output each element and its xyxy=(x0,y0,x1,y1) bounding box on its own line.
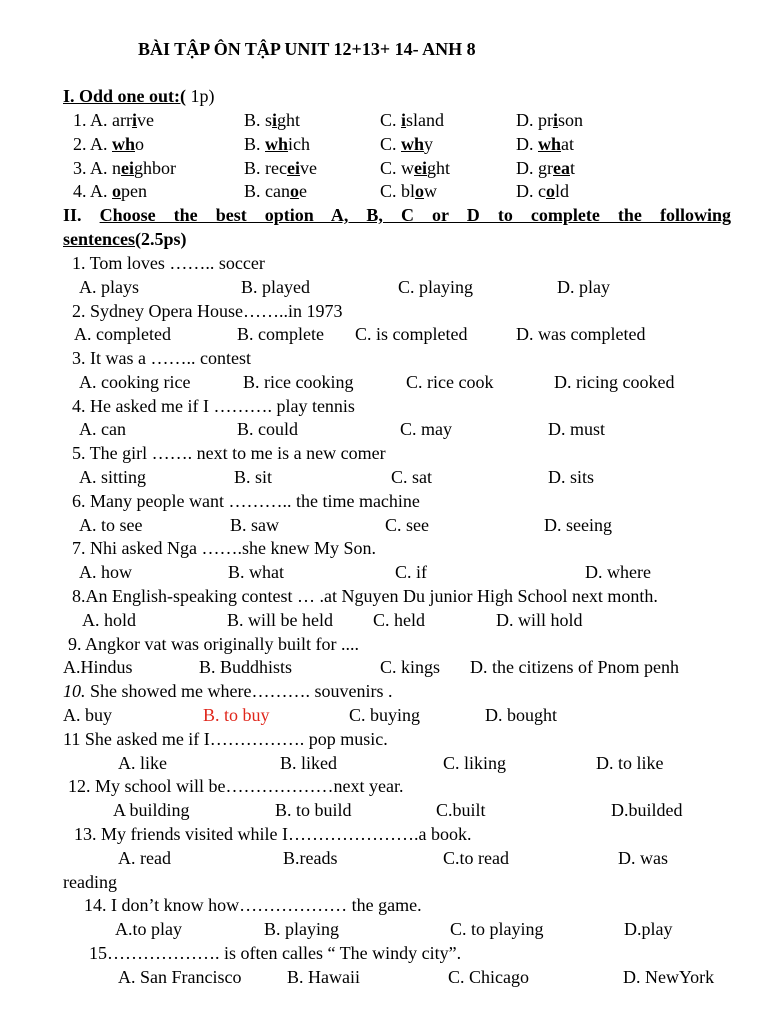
q4-option-c[interactable]: C. may xyxy=(400,419,452,439)
q15-option-c[interactable]: C. Chicago xyxy=(448,967,529,987)
word-part: ve xyxy=(137,110,154,130)
word-part: son xyxy=(558,110,584,130)
word-part: ght xyxy=(277,110,301,130)
q6-option-a[interactable]: A. to see xyxy=(79,515,143,535)
highlighted-sound: wh xyxy=(112,134,136,154)
q6-option-d[interactable]: D. seeing xyxy=(544,515,612,535)
q10-option-b-answer[interactable]: B. to buy xyxy=(203,705,270,725)
highlighted-sound: ei xyxy=(414,158,428,178)
q9-option-a[interactable]: A.Hindus xyxy=(63,657,133,677)
q10-option-c[interactable]: C. buying xyxy=(349,705,421,725)
word-part: w xyxy=(424,181,438,201)
q13-option-c[interactable]: C.to read xyxy=(443,848,509,868)
highlighted-sound: ei xyxy=(286,158,300,178)
highlighted-sound: ea xyxy=(553,158,570,178)
q8-option-a[interactable]: A. hold xyxy=(82,610,136,630)
q6-option-b[interactable]: B. saw xyxy=(230,515,279,535)
question-13: 13. My friends visited while I………………….a book. xyxy=(74,824,472,844)
odd-row-1-option-a[interactable] xyxy=(112,109,154,131)
word-part: D. c xyxy=(516,181,546,201)
highlighted-sound: o xyxy=(546,181,555,201)
odd-row-3-option-a[interactable] xyxy=(112,157,176,179)
question-9: 9. Angkor vat was originally built for .... xyxy=(68,634,359,654)
highlighted-sound: i xyxy=(272,110,278,130)
question-15: 15………………. is often calles “ The windy city”. xyxy=(89,943,462,963)
word-part: C. w xyxy=(380,158,415,178)
odd-row-4-option-b[interactable] xyxy=(244,180,307,202)
odd-row-3-option-c[interactable] xyxy=(380,157,450,179)
word-part: sland xyxy=(406,110,445,130)
q2-option-c[interactable]: C. is completed xyxy=(355,324,468,344)
q7-option-d[interactable]: D. where xyxy=(585,562,651,582)
q2-option-d[interactable]: D. was completed xyxy=(516,324,646,344)
highlighted-sound: i xyxy=(131,110,137,130)
question-5: 5. The girl ……. next to me is a new comer xyxy=(72,443,386,463)
q8-option-d[interactable]: D. will hold xyxy=(496,610,583,630)
highlighted-sound: i xyxy=(401,110,407,130)
word-part: ld xyxy=(555,181,570,201)
section-2-label-line-2: sentences xyxy=(63,229,135,249)
q12-option-c[interactable]: C.built xyxy=(436,800,486,820)
q1-option-a[interactable]: A. plays xyxy=(79,277,139,297)
section-2-label-line-1: Choose the best option A, B, C or D to complete the following xyxy=(99,205,731,225)
word-part: D. pr xyxy=(516,110,553,130)
q11-option-d[interactable]: D. to like xyxy=(596,753,664,773)
q1-option-b[interactable]: B. played xyxy=(241,277,310,297)
section-1-heading xyxy=(63,85,215,107)
odd-row-4-number: 4. A. xyxy=(73,181,108,201)
word-part: y xyxy=(424,134,434,154)
word-part: D. gr xyxy=(516,158,553,178)
odd-row-1-option-d[interactable] xyxy=(516,109,583,131)
q14-option-b[interactable]: B. playing xyxy=(264,919,339,939)
word-part: B. rec xyxy=(244,158,287,178)
q7-option-b[interactable]: B. what xyxy=(228,562,284,582)
question-3: 3. It was a …….. contest xyxy=(72,348,251,368)
q10-option-d[interactable]: D. bought xyxy=(485,705,557,725)
q8-option-b[interactable]: B. will be held xyxy=(227,610,333,630)
question-10 xyxy=(63,680,392,702)
q10-option-a[interactable]: A. buy xyxy=(63,705,112,725)
word-part: D. xyxy=(516,134,538,154)
odd-row-1-option-c[interactable] xyxy=(380,109,444,131)
odd-row-4-option-a[interactable] xyxy=(112,180,147,202)
q3-option-b[interactable]: B. rice cooking xyxy=(243,372,354,392)
q15-option-b[interactable]: B. Hawaii xyxy=(287,967,360,987)
q11-option-a[interactable]: A. like xyxy=(118,753,167,773)
q13-option-d[interactable]: D. was xyxy=(618,848,668,868)
highlighted-sound: i xyxy=(553,110,559,130)
q13-option-a[interactable]: A. read xyxy=(118,848,171,868)
q14-option-c[interactable]: C. to playing xyxy=(450,919,544,939)
q5-option-b[interactable]: B. sit xyxy=(234,467,273,487)
q15-option-d[interactable]: D. NewYork xyxy=(623,967,715,987)
q14-option-a[interactable]: A.to play xyxy=(115,919,182,939)
odd-row-2-number: 2. A. xyxy=(73,134,108,154)
section-2-points: (2.5ps) xyxy=(134,229,187,249)
question-8: 8.An English-speaking contest … .at Nguyen Du junior High School next month. xyxy=(72,586,658,606)
q2-option-b[interactable]: B. complete xyxy=(237,324,324,344)
highlighted-sound: o xyxy=(289,181,299,201)
word-part: e xyxy=(298,181,307,201)
q1-option-d[interactable]: D. play xyxy=(557,277,610,297)
question-10-number: 10. xyxy=(63,681,86,701)
q11-option-b[interactable]: B. liked xyxy=(280,753,337,773)
word-part: C. xyxy=(380,134,402,154)
question-7: 7. Nhi asked Nga …….she knew My Son. xyxy=(72,538,376,558)
highlighted-sound: wh xyxy=(401,134,425,154)
highlighted-sound: o xyxy=(415,181,425,201)
q4-option-a[interactable]: A. can xyxy=(79,419,126,439)
word-part: o xyxy=(135,134,145,154)
q5-option-a[interactable]: A. sitting xyxy=(79,467,147,487)
question-10-text: She showed me where………. souvenirs . xyxy=(85,681,393,701)
q4-option-d[interactable]: D. must xyxy=(548,419,606,439)
q12-option-b[interactable]: B. to build xyxy=(275,800,352,820)
highlighted-sound: wh xyxy=(538,134,562,154)
q2-option-a[interactable]: A. completed xyxy=(74,324,171,344)
q4-option-b[interactable]: B. could xyxy=(237,419,298,439)
highlighted-sound: ei xyxy=(121,158,134,178)
section-2-number: II. xyxy=(63,205,100,225)
q9-option-c[interactable]: C. kings xyxy=(380,657,441,677)
q3-option-a[interactable]: A. cooking rice xyxy=(79,372,191,392)
word-part: arr xyxy=(112,110,132,130)
word-part: t xyxy=(570,158,576,178)
question-12: 12. My school will be………………next year. xyxy=(68,776,404,796)
q7-option-c[interactable]: C. if xyxy=(395,562,428,582)
q13-option-d-wrap: reading xyxy=(63,872,117,892)
q9-option-d[interactable]: D. the citizens of Pnom penh xyxy=(470,657,679,677)
odd-row-4-option-d[interactable] xyxy=(516,180,569,202)
q1-option-c[interactable]: C. playing xyxy=(398,277,473,297)
word-part: n xyxy=(112,158,121,178)
section-1-label: I. Odd one out:( xyxy=(63,86,187,106)
word-part: C. xyxy=(380,110,402,130)
section-1-points: 1p) xyxy=(186,86,215,106)
q3-option-c[interactable]: C. rice cook xyxy=(406,372,494,392)
q5-option-c[interactable]: C. sat xyxy=(391,467,433,487)
odd-row-2-option-d[interactable] xyxy=(516,133,574,155)
q5-option-d[interactable]: D. sits xyxy=(548,467,595,487)
odd-row-3-number: 3. A. xyxy=(73,158,108,178)
odd-row-3-option-d[interactable] xyxy=(516,157,575,179)
q7-option-a[interactable]: A. how xyxy=(79,562,132,582)
q9-option-b[interactable]: B. Buddhists xyxy=(199,657,293,677)
highlighted-sound: wh xyxy=(265,134,289,154)
q11-option-c[interactable]: C. liking xyxy=(443,753,507,773)
odd-row-1-number: 1. A. xyxy=(73,110,108,130)
question-14: 14. I don’t know how……………… the game. xyxy=(84,895,422,915)
question-4: 4. He asked me if I ………. play tennis xyxy=(72,396,355,416)
word-part: C. bl xyxy=(380,181,416,201)
word-part: pen xyxy=(121,181,147,201)
question-1: 1. Tom loves …….. soccer xyxy=(72,253,265,273)
section-2-heading-line-1 xyxy=(63,204,731,226)
word-part: B. xyxy=(244,134,266,154)
q13-option-b[interactable]: B.reads xyxy=(283,848,338,868)
odd-row-2-option-a[interactable] xyxy=(112,133,144,155)
odd-row-4-option-c[interactable] xyxy=(380,180,437,202)
word-part: at xyxy=(561,134,575,154)
word-part: ich xyxy=(288,134,311,154)
page-title: BÀI TẬP ÔN TẬP UNIT 12+13+ 14- ANH 8 xyxy=(138,39,476,59)
highlighted-sound: o xyxy=(112,181,121,201)
word-part: ght xyxy=(427,158,451,178)
question-2: 2. Sydney Opera House……..in 1973 xyxy=(72,301,343,321)
odd-row-2-option-c[interactable] xyxy=(380,133,433,155)
question-11: 11 She asked me if I……………. pop music. xyxy=(63,729,388,749)
q3-option-d[interactable]: D. ricing cooked xyxy=(554,372,675,392)
q8-option-c[interactable]: C. held xyxy=(373,610,425,630)
q15-option-a[interactable]: A. San Francisco xyxy=(118,967,242,987)
q6-option-c[interactable]: C. see xyxy=(385,515,429,535)
word-part: B. can xyxy=(244,181,290,201)
q14-option-d[interactable]: D.play xyxy=(624,919,673,939)
section-2-heading-line-2 xyxy=(63,228,187,250)
q12-option-a[interactable]: A building xyxy=(113,800,190,820)
question-6: 6. Many people want ……….. the time machine xyxy=(72,491,420,511)
word-part: ve xyxy=(299,158,317,178)
q12-option-d[interactable]: D.builded xyxy=(611,800,683,820)
word-part: ghbor xyxy=(134,158,176,178)
word-part: B. s xyxy=(244,110,273,130)
odd-row-1-option-b[interactable] xyxy=(244,109,300,131)
odd-row-2-option-b[interactable] xyxy=(244,133,310,155)
odd-row-3-option-b[interactable] xyxy=(244,157,317,179)
